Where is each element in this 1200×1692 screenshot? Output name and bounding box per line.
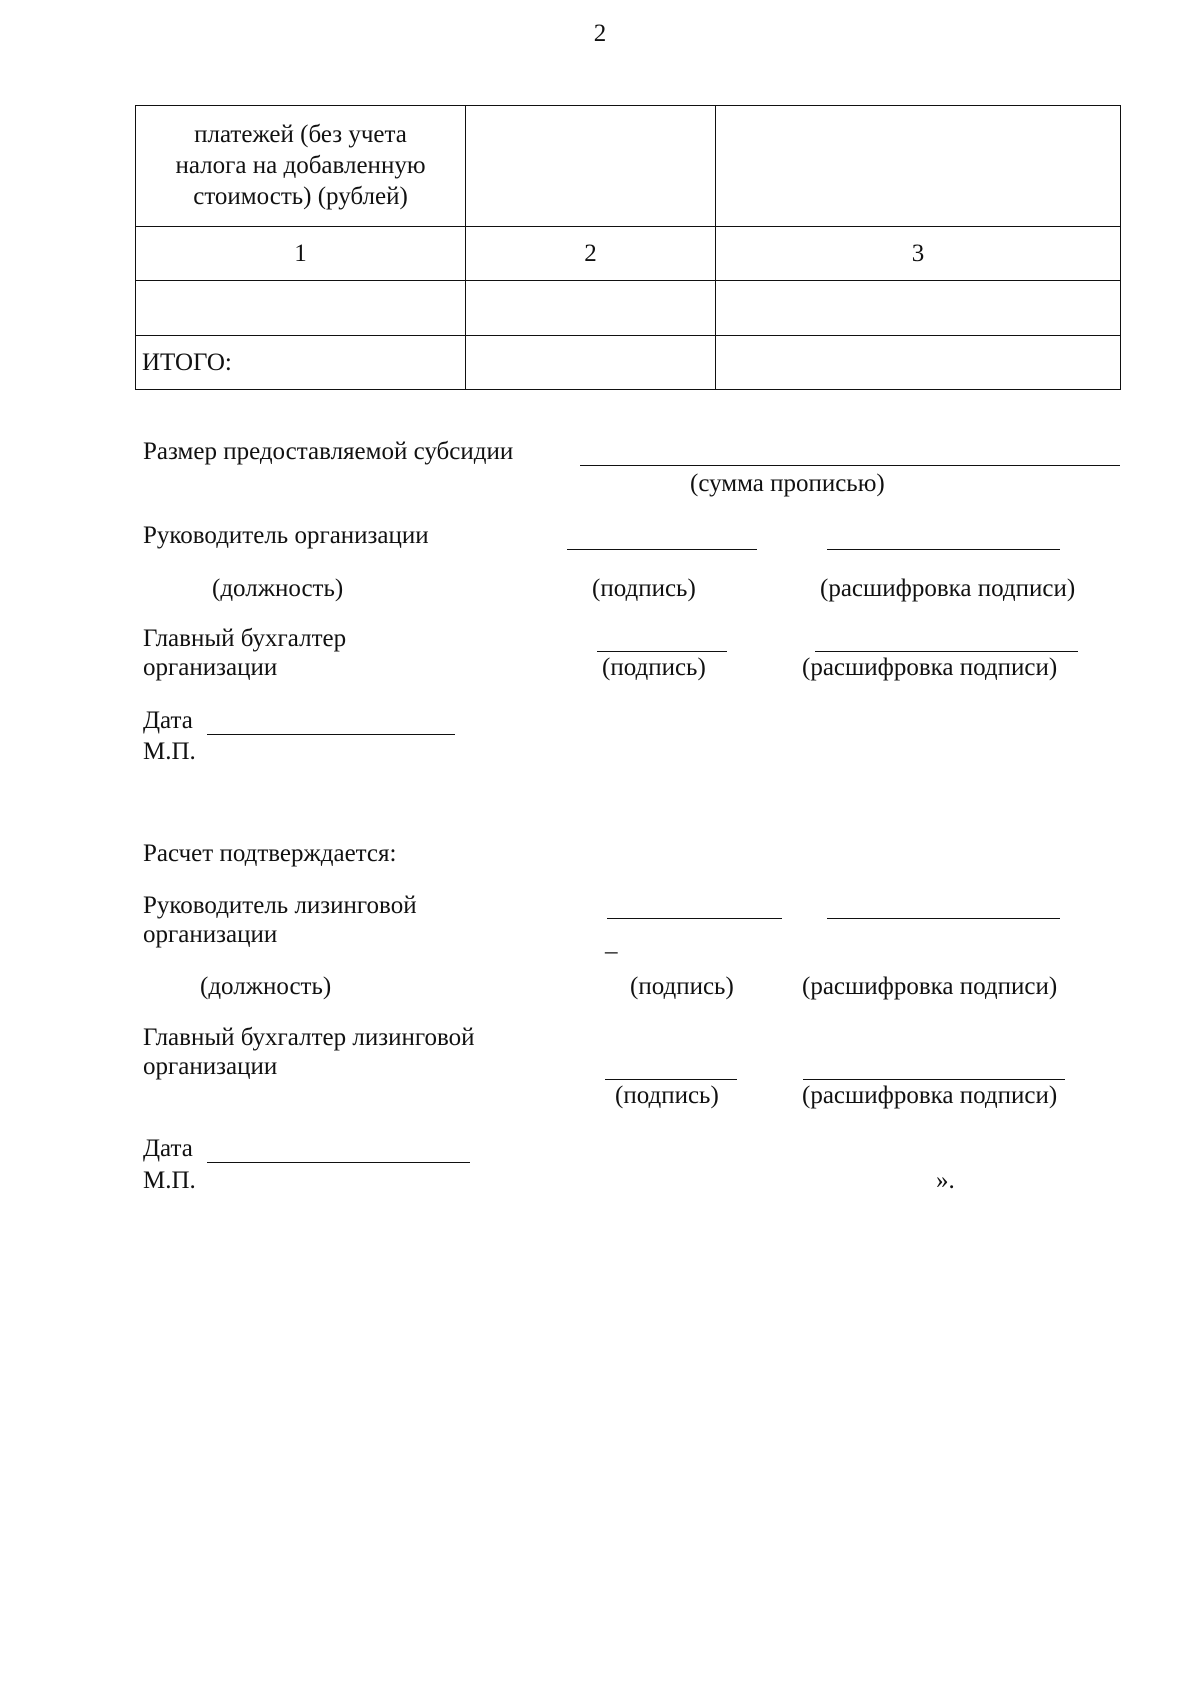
leasing-dash: _ bbox=[605, 929, 618, 956]
column-number: 3 bbox=[716, 227, 1121, 281]
org-position-caption: (должность) bbox=[212, 575, 344, 602]
leasing-position-caption: (должность) bbox=[200, 973, 332, 1000]
org-accountant-signature-caption: (подпись) bbox=[602, 654, 706, 681]
leasing-stamp-label: М.П. bbox=[143, 1167, 196, 1194]
org-accountant-decoding-caption: (расшифровка подписи) bbox=[802, 654, 1058, 681]
table-cell bbox=[716, 106, 1121, 227]
org-date-label: Дата bbox=[143, 707, 193, 734]
org-stamp-label: М.П. bbox=[143, 738, 196, 765]
leasing-accountant-signature-line[interactable] bbox=[605, 1079, 737, 1080]
table-cell bbox=[716, 281, 1121, 336]
subsidy-amount-line[interactable] bbox=[580, 465, 1120, 466]
org-decoding-caption: (расшифровка подписи) bbox=[820, 575, 1076, 602]
total-label: ИТОГО: bbox=[136, 336, 466, 390]
org-head-decoding-line[interactable] bbox=[827, 549, 1060, 550]
org-accountant-decoding-line[interactable] bbox=[815, 651, 1078, 652]
org-date-line[interactable] bbox=[207, 734, 455, 735]
leasing-accountant-decoding-caption: (расшифровка подписи) bbox=[802, 1082, 1058, 1109]
org-accountant-label-line2: организации bbox=[143, 654, 278, 681]
subsidy-caption: (сумма прописью) bbox=[690, 470, 885, 497]
leasing-date-label: Дата bbox=[143, 1135, 193, 1162]
column-number: 1 bbox=[136, 227, 466, 281]
leasing-accountant-signature-caption: (подпись) bbox=[615, 1082, 719, 1109]
leasing-decoding-caption: (расшифровка подписи) bbox=[802, 973, 1058, 1000]
table-header-row bbox=[136, 106, 1121, 227]
leasing-head-label-line1: Руководитель лизинговой bbox=[143, 892, 417, 919]
table-cell bbox=[466, 281, 716, 336]
header-line: стоимость) (рублей) bbox=[193, 183, 408, 210]
table-row bbox=[136, 281, 1121, 336]
table-cell bbox=[466, 336, 716, 390]
org-head-signature-line[interactable] bbox=[567, 549, 757, 550]
org-accountant-signature-line[interactable] bbox=[597, 651, 727, 652]
org-head-label: Руководитель организации bbox=[143, 522, 429, 549]
confirm-title: Расчет подтверждается: bbox=[143, 840, 397, 867]
table-cell bbox=[136, 281, 466, 336]
leasing-signature-caption: (подпись) bbox=[630, 973, 734, 1000]
table-total-row bbox=[136, 336, 1121, 390]
header-line: налога на добавленную bbox=[175, 152, 426, 179]
table-header-cell bbox=[136, 106, 466, 227]
leasing-date-line[interactable] bbox=[207, 1162, 470, 1163]
table-number-row bbox=[136, 227, 1121, 281]
header-line: платежей (без учета bbox=[194, 121, 407, 148]
leasing-head-decoding-line[interactable] bbox=[827, 918, 1060, 919]
org-accountant-label-line1: Главный бухгалтер bbox=[143, 625, 347, 652]
leasing-accountant-label-line2: организации bbox=[143, 1053, 278, 1080]
leasing-accountant-label-line1: Главный бухгалтер лизинговой bbox=[143, 1024, 475, 1051]
page-number: 2 bbox=[593, 20, 607, 47]
subsidy-label: Размер предоставляемой субсидии bbox=[143, 438, 514, 465]
leasing-head-signature-line[interactable] bbox=[607, 918, 782, 919]
calculation-table bbox=[135, 105, 1121, 390]
leasing-head-label-line2: организации bbox=[143, 921, 278, 948]
table-cell bbox=[466, 106, 716, 227]
closing-quote: ». bbox=[936, 1167, 955, 1194]
org-signature-caption: (подпись) bbox=[592, 575, 696, 602]
leasing-accountant-decoding-line[interactable] bbox=[803, 1079, 1065, 1080]
column-number: 2 bbox=[466, 227, 716, 281]
table-cell bbox=[716, 336, 1121, 390]
